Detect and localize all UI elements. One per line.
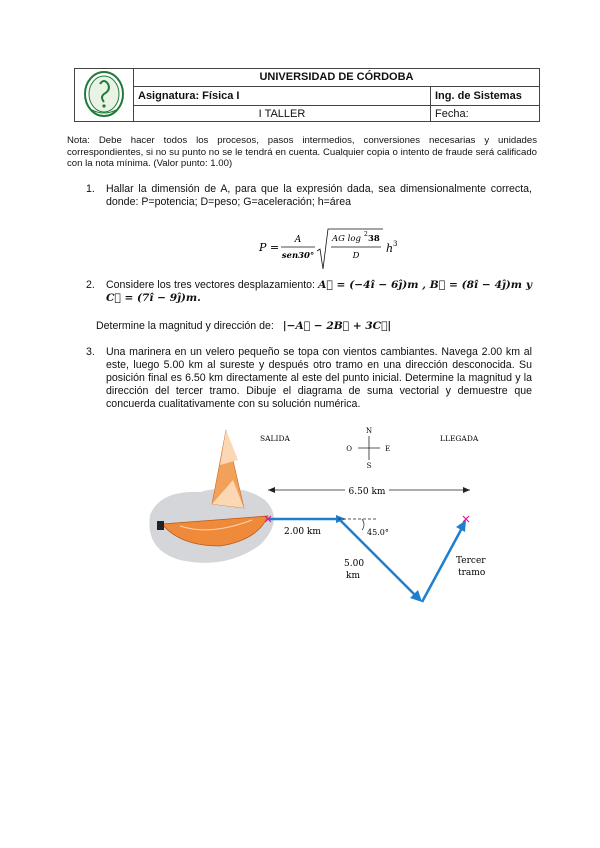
vector-expression: |−A⃗ − 2B⃗ + 3C⃗|	[282, 320, 392, 332]
total-arrow-right	[463, 487, 470, 493]
vectors-definition: A⃗ = (−4î − 6ĵ)m , B⃗ = (8î − 4ĵ)m y C⃗ = (7î − 9ĵ)m.	[106, 279, 532, 304]
end-label: LLEGADA	[440, 434, 479, 443]
compass-o: O	[346, 445, 352, 453]
total-distance-label: 6.50 km	[348, 487, 386, 497]
compass-e: E	[385, 445, 391, 453]
radical-numerator-b: 38	[368, 234, 380, 244]
formula-tail-exp: 3	[393, 240, 398, 248]
question-text: Considere los tres vectores desplazamiento:	[106, 279, 316, 291]
question-prompt: Determine la magnitud y dirección de:	[96, 320, 274, 332]
angle-label: 45.0°	[367, 528, 389, 537]
question-3	[86, 346, 536, 416]
leg-3-label-a: Tercer	[456, 556, 486, 566]
question-number: 1.	[86, 183, 95, 195]
start-label: SALIDA	[260, 434, 290, 443]
compass-s: S	[366, 462, 372, 470]
angle-arc	[362, 519, 364, 530]
radical-denominator: D	[352, 251, 360, 261]
question-number: 3.	[86, 346, 95, 358]
institution-title: UNIVERSIDAD DE CÓRDOBA	[134, 69, 540, 87]
question-body	[106, 279, 532, 305]
radical-exponent: 2	[364, 231, 368, 238]
university-seal-icon	[83, 70, 125, 118]
question-text: Hallar la dimensión de A, para que la expresión dada, sea dimensionalmente correcta, donde: P=potencia; D=peso; G=aceleración; h=área	[106, 183, 532, 208]
leg-3-label-b: tramo	[458, 568, 486, 578]
formula-denominator: sen30°	[281, 251, 315, 261]
question-1	[86, 183, 536, 213]
question-2-prompt-line	[96, 320, 536, 333]
formula-tail: h	[386, 242, 394, 255]
boat-motor-icon	[157, 521, 164, 530]
compass-n: N	[365, 427, 373, 435]
radical-numerator-a: AG log	[332, 234, 361, 244]
leg-2-label-a: 5.00	[344, 559, 365, 569]
sailboat-vector-figure	[140, 420, 500, 620]
formula-numerator: A	[294, 235, 302, 245]
question-2	[86, 279, 536, 309]
header-table	[74, 68, 540, 122]
workshop-label: I TALLER	[134, 106, 431, 122]
logo-cell	[75, 69, 134, 122]
dimension-formula	[255, 225, 405, 273]
question-number: 2.	[86, 279, 95, 291]
instructions-note: Nota: Debe hacer todos los procesos, pasos intermedios, conversiones necesarias y unidades correspondientes, si no su punto no se le tendrá en cuenta. Cualquier copia o intento de fraude será calificado con la nota mínima. (Valor punto: 1.00)	[67, 135, 537, 170]
leg-1-label: 2.00 km	[284, 527, 321, 537]
career-label: Ing. de Sistemas	[431, 86, 540, 106]
subject-label: Asignatura: Física I	[134, 86, 431, 106]
total-arrow-left	[268, 487, 275, 493]
leg-2-label-b: km	[346, 571, 360, 581]
formula-lhs: P =	[259, 241, 280, 254]
end-marker-icon	[463, 516, 469, 522]
question-text: Una marinera en un velero pequeño se topa con vientos cambiantes. Navega 2.00 km al este, luego 5.00 km al sureste y después otro tramo en una dirección desconocida. Su posición final es 6.50 km directamente al este del punto inicial. Determine la magnitud y la dirección del tercer tramo. Dibuje el diagrama de suma vectorial y demuestre que concuerda cualitativamente con su solución numérica.	[106, 346, 532, 410]
date-label: Fecha:	[431, 106, 540, 122]
